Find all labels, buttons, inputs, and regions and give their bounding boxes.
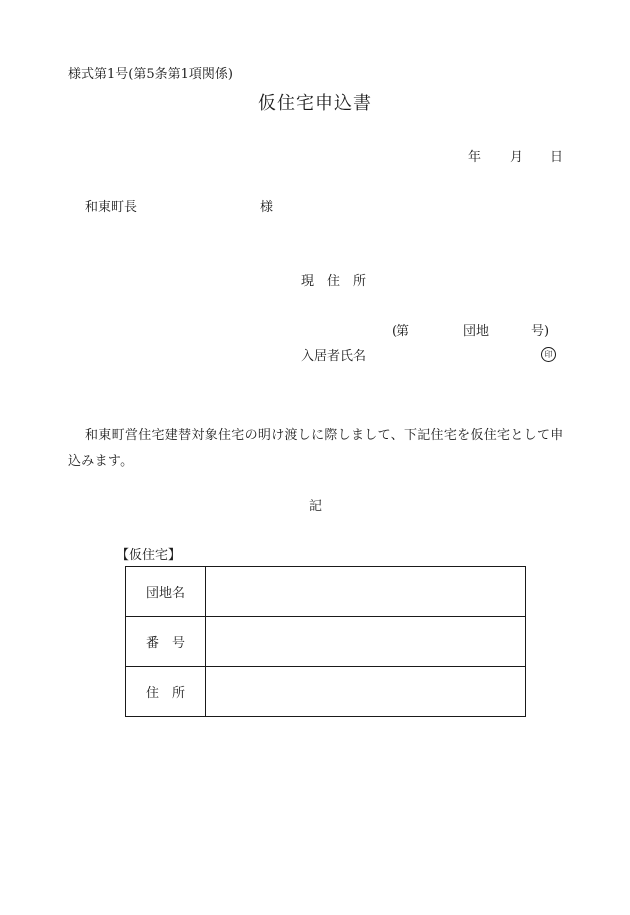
table-row — [126, 617, 526, 667]
dai-label: 第 — [396, 324, 410, 339]
row-value-danchi[interactable] — [206, 567, 526, 617]
document-title: 仮住宅申込書 — [258, 93, 372, 114]
row-value-number[interactable] — [206, 617, 526, 667]
form-number: 様式第1号(第5条第1項関係) — [68, 67, 233, 82]
danchi-label: 団地 — [463, 324, 490, 339]
date-day-label: 日 — [550, 150, 564, 165]
body-text: 和東町営住宅建替対象住宅の明け渡しに際しまして、下記住宅を仮住宅として申込みます。 — [68, 428, 564, 469]
row-label-danchi: 団地名 — [126, 567, 206, 617]
resident-name-label: 入居者氏名 — [301, 349, 367, 364]
current-address-label: 現 住 所 — [301, 274, 367, 289]
seal-icon: 印 — [541, 347, 556, 362]
paren-close: ) — [544, 324, 550, 339]
housing-table — [125, 566, 526, 717]
section-label: 【仮住宅】 — [116, 548, 182, 563]
date-year-label: 年 — [468, 150, 482, 165]
table-row — [126, 567, 526, 617]
honorific: 様 — [260, 200, 274, 215]
row-label-address: 住 所 — [126, 667, 206, 717]
row-label-number: 番 号 — [126, 617, 206, 667]
date-month-label: 月 — [510, 150, 524, 165]
addressee: 和東町長 — [85, 200, 138, 215]
ki-heading: 記 — [309, 499, 323, 514]
row-value-address[interactable] — [206, 667, 526, 717]
table-row — [126, 667, 526, 717]
go-label: 号 — [531, 324, 545, 339]
paren-open: ( — [392, 324, 398, 339]
